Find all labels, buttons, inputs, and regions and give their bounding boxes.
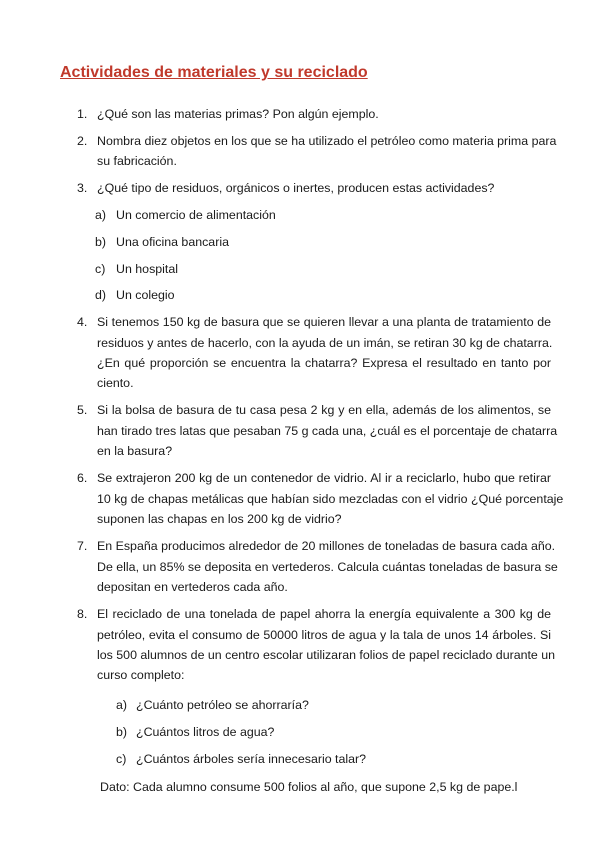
question-line: los 500 alumnos de un centro escolar utilizaran folios de papel reciclado durante un [97, 648, 556, 662]
data-note: Dato: Cada alumno consume 500 folios al año, que supone 2,5 kg de pape.l [100, 780, 518, 794]
option-label: c) [95, 262, 106, 276]
question-number: 6. [77, 471, 88, 485]
question-line: 10 kg de chapas metálicas que habían sido mezcladas con el vidrio ¿Qué porcentaje [97, 492, 564, 506]
question-number: 5. [77, 403, 88, 417]
question-line: Se extrajeron 200 kg de un contenedor de vidrio. Al ir a reciclarlo, hubo que retirar [97, 471, 551, 485]
question-line: ¿En qué proporción se encuentra la chatarra? Expresa el resultado en tanto por [97, 356, 551, 370]
question-text: ¿Qué son las materias primas? Pon algún ejemplo. [97, 107, 379, 121]
question-line: Si tenemos 150 kg de basura que se quieren llevar a una planta de tratamiento de [97, 315, 551, 329]
question-line: Si la bolsa de basura de tu casa pesa 2 kg y en ella, además de los alimentos, se [97, 403, 551, 417]
question-number: 4. [77, 315, 88, 329]
question-line: residuos y antes de hacerlo, con la ayuda de un imán, se retiran 30 kg de chatarra. [97, 336, 553, 350]
question-line: su fabricación. [97, 154, 177, 168]
option-text: ¿Cuántos árboles sería innecesario talar? [136, 752, 367, 766]
option-text: ¿Cuántos litros de agua? [136, 725, 275, 739]
page-title: Actividades de materiales y su reciclado [60, 64, 368, 81]
option-label: b) [95, 235, 107, 249]
option-label: a) [116, 698, 128, 712]
question-number: 8. [77, 607, 88, 621]
question-line: depositan en vertederos cada año. [97, 580, 288, 594]
option-text: Un colegio [116, 288, 175, 302]
question-line: suponen las chapas en los 200 kg de vidrio? [97, 512, 342, 526]
question-line: El reciclado de una tonelada de papel ahorra la energía equivalente a 300 kg de [97, 607, 551, 621]
question-line: han tirado tres latas que pesaban 75 g cada una, ¿cuál es el porcentaje de chatarra [97, 424, 558, 438]
option-label: d) [95, 288, 107, 302]
option-label: c) [116, 752, 127, 766]
question-number: 7. [77, 539, 88, 553]
question-number: 1. [77, 107, 88, 121]
option-text: Un hospital [116, 262, 178, 276]
option-label: a) [95, 208, 107, 222]
question-line: curso completo: [97, 668, 185, 682]
question-number: 3. [77, 181, 88, 195]
option-text: ¿Cuánto petróleo se ahorraría? [136, 698, 309, 712]
question-line: en la basura? [97, 444, 173, 458]
question-text: ¿Qué tipo de residuos, orgánicos o inertes, producen estas actividades? [97, 181, 495, 195]
question-line: En España producimos alrededor de 20 millones de toneladas de basura cada año. [97, 539, 556, 553]
option-label: b) [116, 725, 128, 739]
option-text: Una oficina bancaria [116, 235, 229, 249]
question-line: ciento. [97, 376, 134, 390]
question-line: De ella, un 85% se deposita en vertederos. Calcula cuántas toneladas de basura se [97, 560, 558, 574]
question-line: Nombra diez objetos en los que se ha utilizado el petróleo como materia prima para [97, 134, 557, 148]
question-number: 2. [77, 134, 88, 148]
option-text: Un comercio de alimentación [116, 208, 276, 222]
question-line: petróleo, evita el consumo de 50000 litros de agua y la tala de unos 14 árboles. Si [97, 628, 551, 642]
